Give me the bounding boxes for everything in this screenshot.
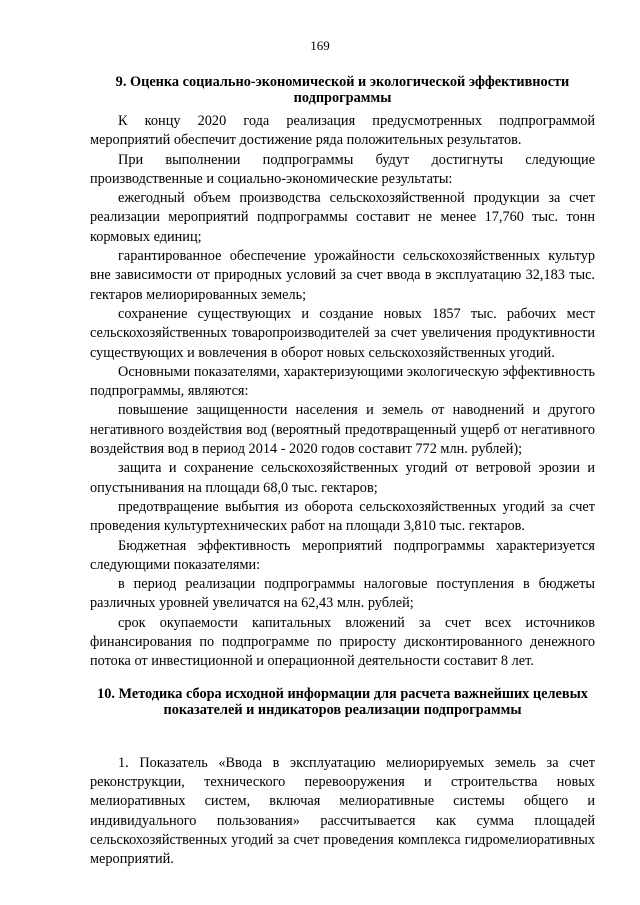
paragraph: При выполнении подпрограммы будут достигнуты следующие производственные и социально-экономические результаты:: [90, 151, 595, 187]
paragraph: Основными показателями, характеризующими экологическую эффективность подпрограммы, являются:: [90, 363, 595, 400]
paragraph: К концу 2020 года реализация предусмотренных подпрограммой мероприятий обеспечит достижение ряда положительных результатов.: [90, 113, 595, 149]
page-number: 169: [310, 38, 330, 53]
section-9-title: 9. Оценка социально-экономической и экологической эффективности подпрограммы: [115, 74, 570, 106]
paragraph: в период реализации подпрограммы налоговые поступления в бюджеты различных уровней увеличатся на 62,43 млн. рублей;: [90, 576, 595, 612]
paragraph: гарантированное обеспечение урожайности сельскохозяйственных культур вне зависимости от природных условий за счет ввода в эксплуатацию 32,183 тыс. гектаров мелиорированных земель;: [90, 248, 595, 303]
page-content: [90, 74, 595, 869]
paragraph: 1. Показатель «Ввода в эксплуатацию мелиорируемых земель за счет реконструкции, технического перевооружения и строительства новых мелиоративных систем, включая мелиоративные системы общего и индивидуального пользования» рассчитывается как сумма площадей сельскохозяйственных угодий за счет проведения комплекса гидромелиоративных мероприятий.: [90, 754, 595, 868]
paragraph: защита и сохранение сельскохозяйственных угодий от ветровой эрозии и опустынивания на площади 68,0 тыс. гектаров;: [90, 460, 595, 496]
section-10-title: 10. Методика сбора исходной информации для расчета важнейших целевых показателей и индикаторов реализации подпрограммы: [97, 685, 588, 718]
paragraph: ежегодный объем производства сельскохозяйственной продукции за счет реализации мероприятий подпрограммы составит не менее 17,760 тыс. тонн кормовых единиц;: [90, 190, 595, 245]
paragraph: Бюджетная эффективность мероприятий подпрограммы характеризуется следующими показателями:: [90, 537, 595, 573]
section-10-body: [90, 754, 595, 870]
paragraph: срок окупаемости капитальных вложений за счет всех источников финансирования по подпрограмме по приросту дисконтированного денежного потока от инвестиционной и операционной деятельности составит 8 лет.: [90, 614, 595, 670]
paragraph: сохранение существующих и создание новых 1857 тыс. рабочих мест сельскохозяйственных товаропроизводителей за счет увеличения продуктивности существующих и вовлечения в оборот новых сельскохозяйственных угодий.: [90, 305, 595, 361]
paragraph: повышение защищенности населения и земель от наводнений и другого негативного воздействия вод (вероятный предотвращенный ущерб от негативного воздействия вод в период 2014 - 2020 годов составит 772 млн. рублей);: [90, 402, 595, 458]
paragraph: предотвращение выбытия из оборота сельскохозяйственных угодий за счет проведения культуртехнических работ на площади 3,810 тыс. гектаров.: [90, 498, 595, 535]
section-9-body: [90, 112, 595, 672]
